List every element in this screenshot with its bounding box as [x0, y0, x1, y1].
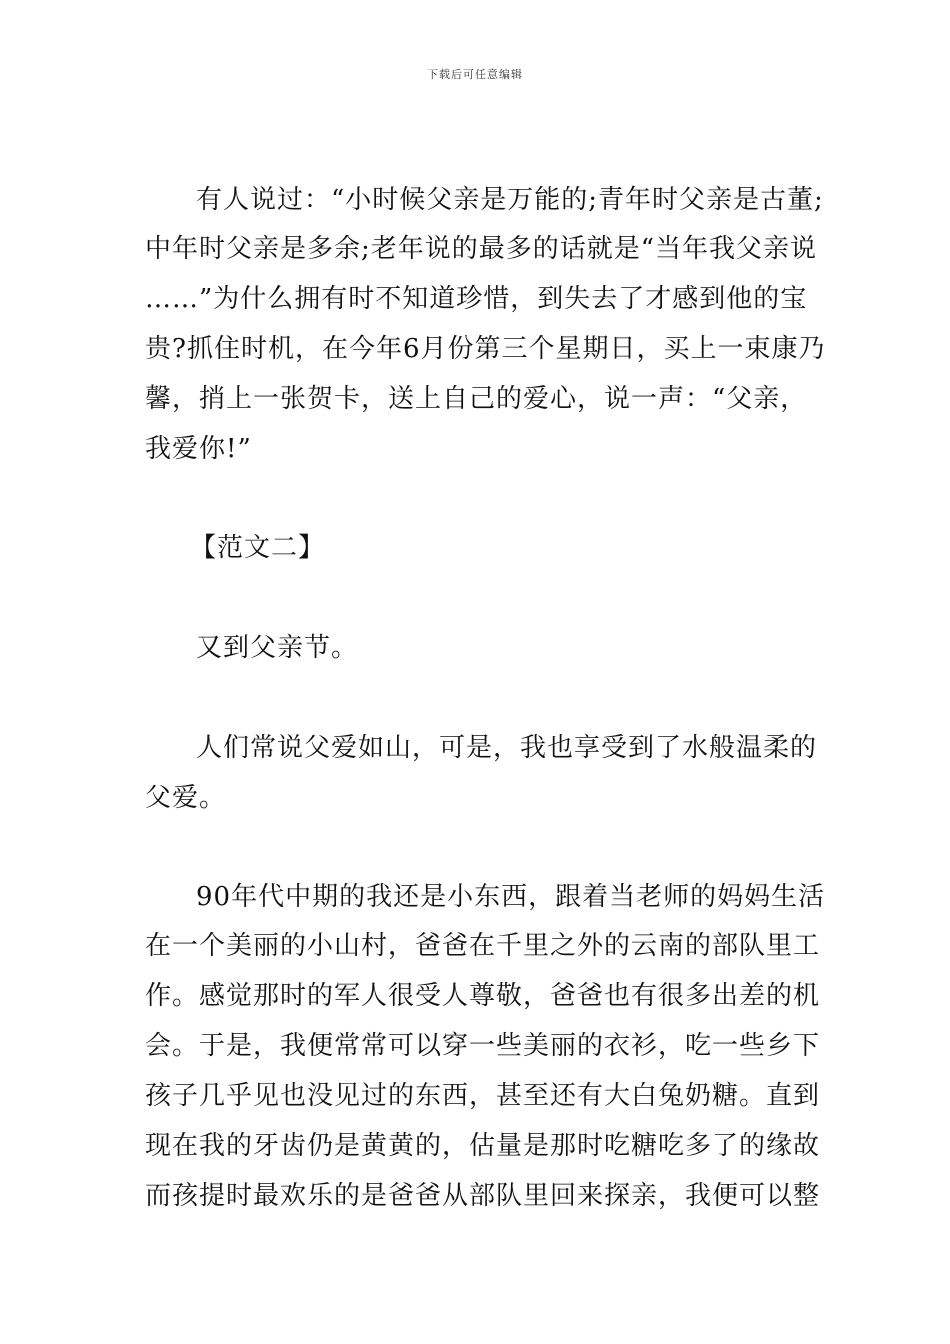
text-line: 父爱。 [145, 783, 227, 813]
text-line: 作。感觉那时的军人很受人尊敬，爸爸也有很多出差的机 [145, 981, 821, 1011]
text-line: 人们常说父爱如山，可是，我也享受到了水般温柔的 [196, 733, 818, 763]
text-line: 我爱你!” [145, 434, 252, 464]
text-line: 会。于是，我便常常可以穿一些美丽的衣衫，吃一些乡下 [145, 1031, 821, 1061]
text-line: ……”为什么拥有时不知道珍惜，到失去了才感到他的宝 [145, 284, 808, 314]
heading-text: 【范文二】 [190, 533, 326, 563]
text-line: 现在我的牙齿仍是黄黄的，估量是那时吃糖吃多了的缘故 [145, 1131, 821, 1161]
page-header: 下载后可任意编辑 [427, 68, 523, 81]
text-line: 而孩提时最欢乐的是爸爸从部队里回来探亲，我便可以整 [145, 1181, 821, 1211]
text-line: 有人说过：“小时候父亲是万能的;青年时父亲是古董; [196, 185, 824, 215]
text-line: 中年时父亲是多余;老年说的最多的话就是“当年我父亲说 [145, 234, 818, 264]
text-line: 又到父亲节。 [196, 633, 359, 663]
text-line: 馨，捎上一张贺卡，送上自己的爱心，说一声：“父亲， [145, 384, 808, 414]
text-line: 90年代中期的我还是小东西，跟着当老师的妈妈生活 [196, 882, 826, 912]
text-line: 贵?抓住时机，在今年6月份第三个星期日，买上一束康乃 [145, 334, 826, 364]
text-line: 孩子几乎见也没见过的东西，甚至还有大白兔奶糖。直到 [145, 1081, 821, 1111]
text-line: 在一个美丽的小山村，爸爸在千里之外的云南的部队里工 [145, 931, 821, 961]
